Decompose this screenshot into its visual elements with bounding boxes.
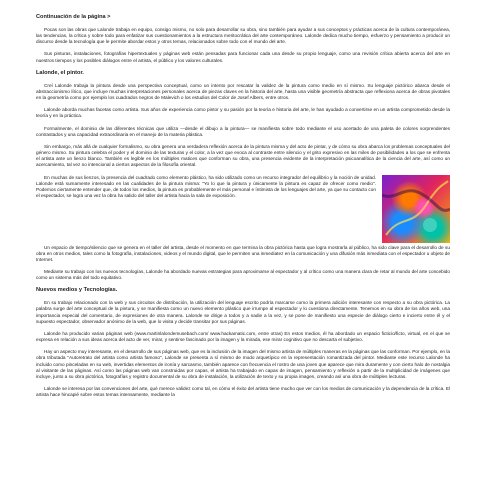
paragraph-with-image bbox=[36, 175, 450, 243]
paragraph: Lalonde se interesa por las convenciones del arte, qué merece validez como tal, en cómo el éxito del artista tiene mucho que ver con los medios de comunicación y la dependencia de la crítica. El artista hace hincapié sobre estos temas intensamente, mediante la bbox=[36, 386, 450, 398]
section-heading-lalonde-pintor: Lalonde, el pintor. bbox=[36, 69, 84, 76]
paragraph: Formalmente, el dominio de las diferentes técnicas que utiliza —desde el dibujo a la pintura— se manifiesta sobre todo mediante el uso acertado de una paleta de colores sorprendentes contrastados y una capacidad extraordinaria en el manejo de la materia plástica. bbox=[36, 125, 450, 137]
paragraph: Pocas son las obras que Lalonde trabaja en equipo, consigo mismo, no solo para desarrollar su obra, sino también para ayudar a sus conceptos y prácticas acerca de la cultura contemporánea, las tendencias, la crítica y sobre todo para enfatizar sus cuestionamientos a la estructura meritocrática del arte contemporáneo. Lalonde dedica mucho tiempo, esfuerzo y pensamiento a producir un discurso desde la tecnología que le permite abordar estos y otros temas, relacionados sobre todo con el mundo del arte. bbox=[36, 27, 450, 45]
paragraph: Lalonde aborda muchas facetas como artista. Sus años de experiencia como pintor y su pasión por la teoría e historia del arte, le han ayudado a convertirse en un artista comprometido desde la teoría y en la práctica. bbox=[36, 107, 450, 119]
paragraph: Mediante su trabajo con los nuevos tecnologías, Lalonde ha abordado nuevas estrategias para aproximarse al espectador y al crítico como una manera clara de retar al mundo del arte concebido como un sistema más del todo equitativo. bbox=[36, 268, 450, 281]
paragraph: En muchas de sus lienzos, la presencia del cuadrado como elemento plástico, ha sido utilizado como un recurso integrador del equilibrio y la noción de unidad. Lalonde está sumamente interesado en las cualidades de la pintura misma: "Yo lo que la pintura y únicamente la pintura es capaz de ofrecer como medio". Podemos ciertamente entender que, de todos los medios, la pintura es probablemente el más personal e íntimista de los lenguajes del arte, ya que su contacto con el espectador, se logra una vez la obra ha salido del taller del artista hacia la sala de exposición. bbox=[36, 174, 376, 198]
paragraph: Un espacio de tiempo/silencio que se genera en el taller del artista, desde el momento en que termina la obra pictórica hasta que logra mostrarla al público, ha sido clave para el desarrollo de su obra en otros medios, tales como la fotografía, instalaciones, videos y el mundo digital, que le permiten una inmediatez en la comunicación y una difusión más inmediata con el espectador u objeto de Internet. bbox=[36, 244, 450, 262]
painting-texture-icon bbox=[382, 175, 450, 243]
paragraph: En su trabajo relacionado con la web y sus circuitos de distribución, la utilización del lenguaje escrito podría marcarse como la primera adición interesante con respecto a su obra pictórica. La palabra surge del arte conceptual de la pintura, y se manifiesta como un nuevo elemento plástico que irrumpe al espectador y lo cuestiona directamente. Tenemos en su obra de los años web, una importancia especial del comentario, de expresiones de otra manera. Lalonde se dirige a todos y a nadie a la vez, y se pone de manifiesto una especie de diálogo cierto e incierto entre él y el supuesto espectador, observador anónimo de la web, que lo visita y decide transitar por sus páginas. bbox=[36, 300, 450, 324]
section-heading-continuation: Continuación de la página > bbox=[36, 14, 111, 20]
paragraph: Hay un aspecto muy interesante, en el desarrollo de sus páginas web, que es la inclusión de la imagen del mismo artista de múltiples maneras en la páginas que las conforman. Por ejemplo, en la obra tributada "Autoretrato del artista como artista famoso", Lalonde se presenta a sí mismo de modo arquetípico en la representación romantizada del pintor. Mediante este recurso Lalonde ha incluido como pinceladas en su web, invertidas elementos de ironía y sarcasmo, también aparece con frecuencia el rostro de una joven que aparece que mira duramente y con cierto halo de nostalgia al visitante de las páginas. Así como las páginas web van construidas por capas, el artista ha trabajado en capas de imagen, pensamiento y reflexión a partir de la multiplicidad de imágenes que incluye, junto a su obra pictórica, fotografías y registro documental de su obra de instalación, la utilización de texto y su propia imagen, creando así una obra de múltiples lecturas. bbox=[36, 349, 450, 379]
paragraph: Sus pinturas, instalaciones, fotografías hipertextuales y páginas web están pensadas para funcionar cada una desde su propio lenguaje, como una revisión crítica abierta acerca del arte en nuestros tiempos y los posibles diálogos entre el artista, el público y los valores culturales. bbox=[36, 51, 450, 63]
paragraph: Lalonde ha producido varias páginas web (www.martinlalondemusebach.com/ www.hackamatic.com, entre otras) En estos medios, él ha abordado un espacio ficticio/ficto, virtual, en el que se expresa en relación a sus ideas acerca del acto de ver, mirar, y sentirse fascinado por la imagen y la mirada, ese mirar cognitivo que no descarta el subjetivo. bbox=[36, 330, 450, 343]
paragraph: Sin embargo, más allá de cualquier formalismo, su obra genera una verdadera reflexión acerca de la pintura misma y del acto de pintar, y de cómo su obra abarca los problemas conceptuales del género mismo. Su pintura celebra el poder y el dominio de las texturas y el color, a la vez que evoca al contraste entre silencio y el grito expresivo en las miles de posibilidades a los que se enfrenta el artista ante un lienzo blanco. También es legible en los múltiples matices que conforman su obra, una presencia evidente de la interpretación psicoanalítica de la ciencia del arte, así como un acercamiento, tal vez no intencional a ciertos aspectos de la filosofía oriental. bbox=[36, 143, 450, 168]
paragraph: Creí Lalonde trabaja la pintura desde una perspectiva conceptual, como un intento por rescatar la validez de la pintura como medio en sí mismo. Su lenguaje pictórico abarca desde el abstraccionismo lírico, que incluye muchas interpretaciones personales acerca de piezas claves en la historia del arte, hasta una visible geometría abstracta que reflexiona acerca de obras pivotales en la geometría como por ejemplo los cuadrados negros de Malevich o los estudios del Color de Josef Albers, entre otros. bbox=[36, 82, 450, 101]
section-heading-nuevos-medios: Nuevos medios y Tecnologías. bbox=[36, 287, 118, 294]
paragraph-with-image bbox=[36, 144, 450, 173]
painting-image bbox=[382, 175, 450, 243]
